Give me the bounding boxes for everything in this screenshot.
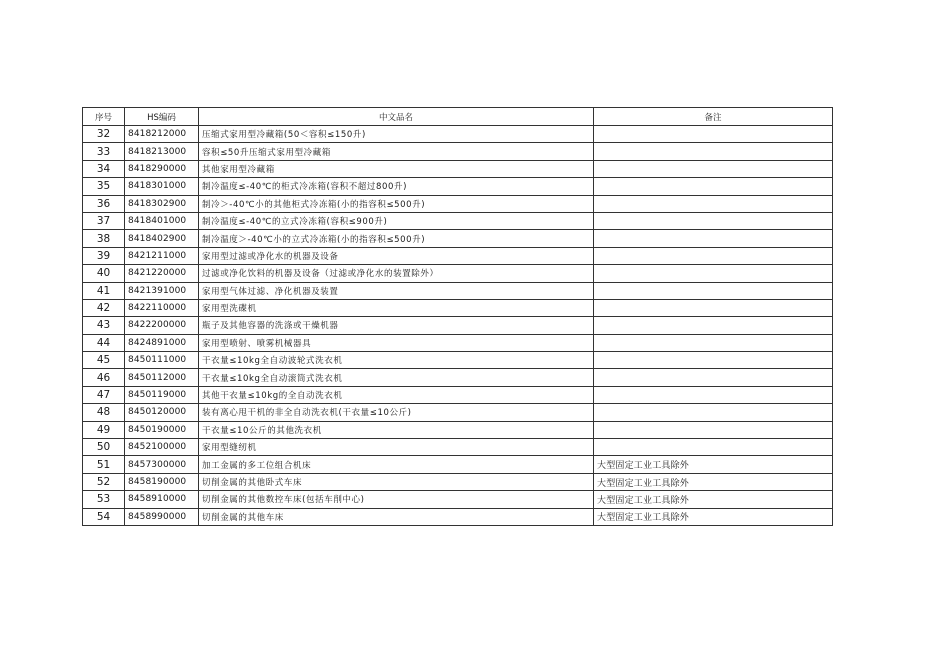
table-row xyxy=(83,299,833,316)
row-hs-code: 8418402900 xyxy=(125,230,199,247)
row-serial-no: 54 xyxy=(83,508,125,525)
table-row xyxy=(83,491,833,508)
table-row xyxy=(83,247,833,264)
row-serial-no: 49 xyxy=(83,421,125,438)
row-serial-no: 42 xyxy=(83,299,125,316)
row-remarks xyxy=(594,404,833,421)
row-hs-code: 8452100000 xyxy=(125,439,199,456)
row-hs-code: 8424891000 xyxy=(125,334,199,351)
row-hs-code: 8450119000 xyxy=(125,386,199,403)
row-serial-no: 52 xyxy=(83,473,125,490)
header-product-name: 中文品名 xyxy=(199,108,594,126)
row-hs-code: 8458190000 xyxy=(125,473,199,490)
row-hs-code: 8450112000 xyxy=(125,369,199,386)
row-hs-code: 8422200000 xyxy=(125,317,199,334)
table-row xyxy=(83,352,833,369)
row-hs-code: 8418401000 xyxy=(125,212,199,229)
row-remarks xyxy=(594,247,833,264)
table-row xyxy=(83,143,833,160)
row-serial-no: 34 xyxy=(83,160,125,177)
row-serial-no: 46 xyxy=(83,369,125,386)
row-serial-no: 35 xyxy=(83,178,125,195)
row-hs-code: 8450111000 xyxy=(125,352,199,369)
row-hs-code: 8418213000 xyxy=(125,143,199,160)
row-serial-no: 44 xyxy=(83,334,125,351)
row-product-name: 切削金属的其他数控车床(包括车削中心) xyxy=(199,491,594,508)
table-row xyxy=(83,369,833,386)
row-remarks xyxy=(594,386,833,403)
table-row xyxy=(83,473,833,490)
row-hs-code: 8421391000 xyxy=(125,282,199,299)
table-row xyxy=(83,421,833,438)
row-product-name: 容积≤50升压缩式家用型冷藏箱 xyxy=(199,143,594,160)
row-hs-code: 8450190000 xyxy=(125,421,199,438)
table-row xyxy=(83,178,833,195)
row-serial-no: 37 xyxy=(83,212,125,229)
table-body xyxy=(83,126,833,526)
row-serial-no: 45 xyxy=(83,352,125,369)
table-row xyxy=(83,212,833,229)
row-serial-no: 43 xyxy=(83,317,125,334)
row-serial-no: 33 xyxy=(83,143,125,160)
row-remarks xyxy=(594,195,833,212)
row-product-name: 家用型缝纫机 xyxy=(199,439,594,456)
row-serial-no: 38 xyxy=(83,230,125,247)
row-remarks: 大型固定工业工具除外 xyxy=(594,456,833,473)
table-row xyxy=(83,317,833,334)
header-serial-no: 序号 xyxy=(83,108,125,126)
row-product-name: 瓶子及其他容器的洗涤或干燥机器 xyxy=(199,317,594,334)
row-serial-no: 36 xyxy=(83,195,125,212)
row-remarks: 大型固定工业工具除外 xyxy=(594,491,833,508)
row-serial-no: 41 xyxy=(83,282,125,299)
row-hs-code: 8418212000 xyxy=(125,126,199,143)
row-product-name: 家用型气体过滤、净化机器及装置 xyxy=(199,282,594,299)
row-remarks xyxy=(594,352,833,369)
table-row xyxy=(83,334,833,351)
row-hs-code: 8418301000 xyxy=(125,178,199,195)
row-hs-code: 8418290000 xyxy=(125,160,199,177)
row-product-name: 其他家用型冷藏箱 xyxy=(199,160,594,177)
row-hs-code: 8458990000 xyxy=(125,508,199,525)
row-product-name: 其他干衣量≤10kg的全自动洗衣机 xyxy=(199,386,594,403)
row-remarks xyxy=(594,126,833,143)
row-remarks xyxy=(594,421,833,438)
row-remarks xyxy=(594,299,833,316)
row-product-name: 制冷温度≤-40℃的立式冷冻箱(容积≤900升) xyxy=(199,212,594,229)
table-row xyxy=(83,195,833,212)
row-product-name: 压缩式家用型冷藏箱(50＜容积≤150升) xyxy=(199,126,594,143)
row-remarks xyxy=(594,212,833,229)
row-product-name: 制冷温度≤-40℃的柜式冷冻箱(容积不超过800升) xyxy=(199,178,594,195)
row-product-name: 切削金属的其他卧式车床 xyxy=(199,473,594,490)
header-hs-code: HS编码 xyxy=(125,108,199,126)
row-hs-code: 8421211000 xyxy=(125,247,199,264)
row-hs-code: 8418302900 xyxy=(125,195,199,212)
table-row xyxy=(83,456,833,473)
table-header-row xyxy=(83,108,833,126)
table-row xyxy=(83,404,833,421)
table-row xyxy=(83,160,833,177)
row-remarks xyxy=(594,317,833,334)
row-product-name: 制冷＞-40℃小的其他柜式冷冻箱(小的指容积≤500升) xyxy=(199,195,594,212)
table-row xyxy=(83,265,833,282)
row-serial-no: 39 xyxy=(83,247,125,264)
row-product-name: 干衣量≤10kg全自动波轮式洗衣机 xyxy=(199,352,594,369)
row-serial-no: 53 xyxy=(83,491,125,508)
row-serial-no: 47 xyxy=(83,386,125,403)
row-serial-no: 32 xyxy=(83,126,125,143)
row-product-name: 装有离心甩干机的非全自动洗衣机(干衣量≤10公斤) xyxy=(199,404,594,421)
row-product-name: 干衣量≤10kg全自动滚筒式洗衣机 xyxy=(199,369,594,386)
row-hs-code: 8422110000 xyxy=(125,299,199,316)
table-row xyxy=(83,230,833,247)
row-serial-no: 51 xyxy=(83,456,125,473)
row-serial-no: 40 xyxy=(83,265,125,282)
row-remarks xyxy=(594,143,833,160)
row-hs-code: 8421220000 xyxy=(125,265,199,282)
row-product-name: 过滤或净化饮料的机器及设备（过滤或净化水的装置除外） xyxy=(199,265,594,282)
row-remarks xyxy=(594,230,833,247)
row-hs-code: 8458910000 xyxy=(125,491,199,508)
row-remarks: 大型固定工业工具除外 xyxy=(594,508,833,525)
row-serial-no: 48 xyxy=(83,404,125,421)
table-row xyxy=(83,386,833,403)
table-row xyxy=(83,508,833,525)
row-product-name: 切削金属的其他车床 xyxy=(199,508,594,525)
row-product-name: 加工金属的多工位组合机床 xyxy=(199,456,594,473)
row-remarks xyxy=(594,439,833,456)
row-product-name: 制冷温度＞-40℃小的立式冷冻箱(小的指容积≤500升) xyxy=(199,230,594,247)
row-product-name: 家用型喷射、喷雾机械器具 xyxy=(199,334,594,351)
table-row xyxy=(83,126,833,143)
tariff-table xyxy=(82,107,833,526)
table-row xyxy=(83,282,833,299)
header-remarks: 备注 xyxy=(594,108,833,126)
row-remarks xyxy=(594,160,833,177)
row-remarks: 大型固定工业工具除外 xyxy=(594,473,833,490)
row-serial-no: 50 xyxy=(83,439,125,456)
row-hs-code: 8450120000 xyxy=(125,404,199,421)
row-remarks xyxy=(594,178,833,195)
row-product-name: 家用型过滤或净化水的机器及设备 xyxy=(199,247,594,264)
row-product-name: 干衣量≤10公斤的其他洗衣机 xyxy=(199,421,594,438)
row-remarks xyxy=(594,369,833,386)
row-remarks xyxy=(594,282,833,299)
row-remarks xyxy=(594,334,833,351)
row-remarks xyxy=(594,265,833,282)
table-row xyxy=(83,439,833,456)
row-hs-code: 8457300000 xyxy=(125,456,199,473)
row-product-name: 家用型洗碟机 xyxy=(199,299,594,316)
